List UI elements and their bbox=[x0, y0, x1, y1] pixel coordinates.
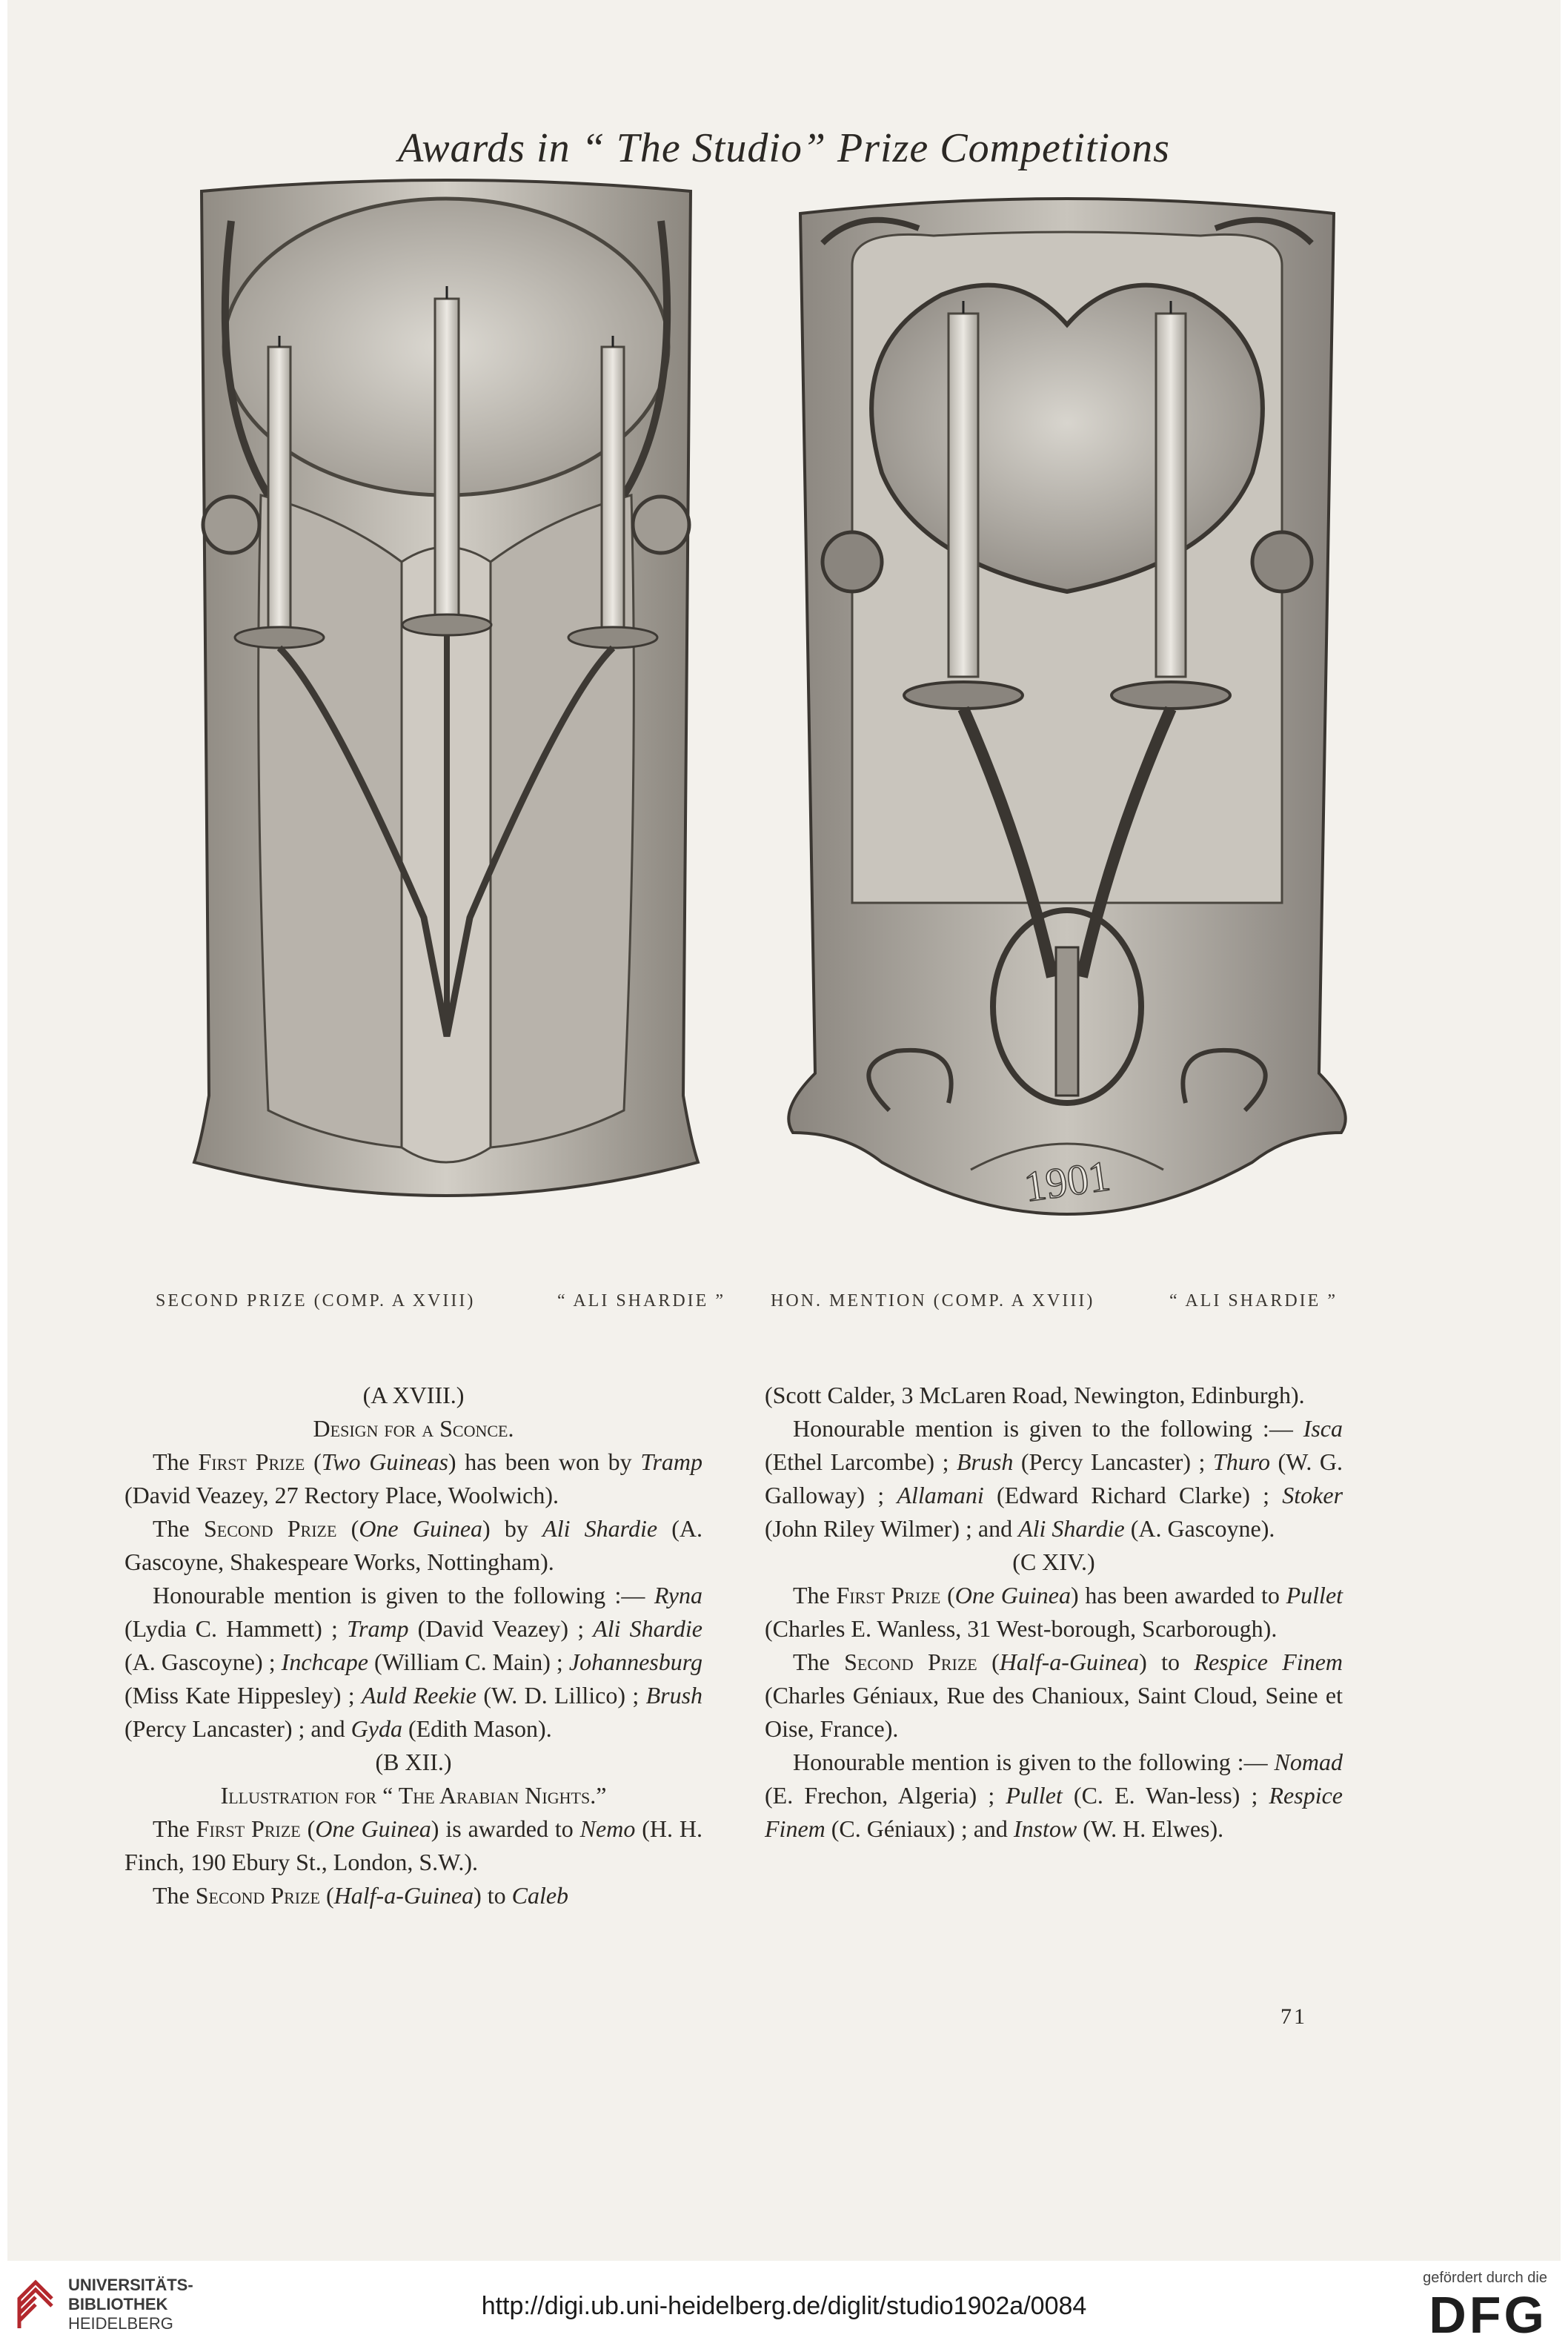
permalink-url[interactable]: http://digi.ub.uni-heidelberg.de/diglit/studio1902a/0084 bbox=[481, 2292, 1087, 2320]
funder-note: gefördert durch die bbox=[1423, 2270, 1547, 2286]
paragraph-a18-second-prize: The Second Prize (One Guinea) by Ali Shardie (A. Gascoyne, Shakespeare Works, Nottingham). bbox=[124, 1515, 703, 1575]
two-candle-sconce-drawing bbox=[771, 176, 1363, 1268]
sconce-illustration-second-prize bbox=[179, 176, 713, 1268]
dfg-logo-text: DFG bbox=[1429, 2286, 1547, 2344]
library-name-line3: HEIDELBERG bbox=[68, 2314, 173, 2333]
caption-left-label: SECOND PRIZE (COMP. A XVIII) bbox=[156, 1291, 476, 1311]
library-name-line2: BIBLIOTHEK bbox=[68, 2295, 168, 2313]
text-column-right bbox=[765, 1379, 1343, 1846]
section-subheading-b12: Illustration for “ The Arabian Nights.” bbox=[220, 1782, 607, 1809]
section-heading-b12: (B XII.) bbox=[375, 1749, 452, 1775]
section-subheading-a18: Design for a Sconce. bbox=[313, 1415, 514, 1442]
sconce-year-text: 1901 bbox=[1021, 1151, 1114, 1211]
paragraph-b12-honourable-mention: Honourable mention is given to the following :— Isca (Ethel Larcombe) ; Brush (Percy Lancaster) ; Thuro (W. G. Galloway) ; Allamani (Edward Richard Clarke) ; Stoker (John Riley Wilmer) ; and Ali Shardie (A. Gascoyne). bbox=[765, 1415, 1343, 1542]
caption-right-label: HON. MENTION (COMP. A XVIII) bbox=[771, 1291, 1095, 1311]
section-heading-c14: (C XIV.) bbox=[1012, 1548, 1095, 1575]
paragraph-b12-second-prize: The Second Prize (Half-a-Guinea) to Caleb bbox=[153, 1882, 569, 1909]
book-page bbox=[7, 0, 1561, 2261]
funder-logo[interactable] bbox=[1423, 2270, 1547, 2343]
paragraph-a18-first-prize: The First Prize (Two Guineas) has been won by Tramp (David Veazey, 27 Rectory Place, Woolwich). bbox=[124, 1448, 703, 1508]
paragraph-b12-second-prize-continued: (Scott Calder, 3 McLaren Road, Newington, Edinburgh). bbox=[765, 1382, 1305, 1408]
sconce-illustration-honourable-mention bbox=[771, 176, 1363, 1268]
paragraph-a18-honourable-mention: Honourable mention is given to the following :— Ryna (Lydia C. Hammett) ; Tramp (David Veazey) ; Ali Shardie (A. Gascoyne) ; Inchcape (William C. Main) ; Johannesburg (Miss Kate Hippesley) ; Auld Reekie (W. D. Lillico) ; Brush (Percy Lancaster) ; and Gyda (Edith Mason). bbox=[124, 1582, 703, 1742]
paragraph-c14-second-prize: The Second Prize (Half-a-Guinea) to Respice Finem (Charles Géniaux, Rue des Chanioux, Saint Cloud, Seine et Oise, France). bbox=[765, 1649, 1343, 1742]
paragraph-b12-first-prize: The First Prize (One Guinea) is awarded to Nemo (H. H. Finch, 190 Ebury St., London, S.W.). bbox=[124, 1815, 703, 1875]
library-name-line1: UNIVERSITÄTS- bbox=[68, 2276, 193, 2294]
digitization-footer bbox=[0, 2261, 1568, 2349]
section-heading-a18: (A XVIII.) bbox=[362, 1382, 465, 1408]
caption-left-name: “ ALI SHARDIE ” bbox=[557, 1291, 725, 1311]
caption-right-name: “ ALI SHARDIE ” bbox=[1169, 1291, 1338, 1311]
text-column-left bbox=[124, 1379, 702, 1912]
three-candle-sconce-drawing bbox=[179, 176, 713, 1268]
running-title: Awards in “ The Studio” Prize Competitions bbox=[398, 125, 1170, 171]
paragraph-c14-honourable-mention: Honourable mention is given to the following :— Nomad (E. Frechon, Algeria) ; Pullet (C. E. Wan-less) ; Respice Finem (C. Géniaux) ; and Instow (W. H. Elwes). bbox=[765, 1749, 1343, 1842]
paragraph-c14-first-prize: The First Prize (One Guinea) has been awarded to Pullet (Charles E. Wanless, 31 West-borough, Scarborough). bbox=[765, 1582, 1343, 1642]
page-number: 71 bbox=[1280, 2004, 1307, 2029]
